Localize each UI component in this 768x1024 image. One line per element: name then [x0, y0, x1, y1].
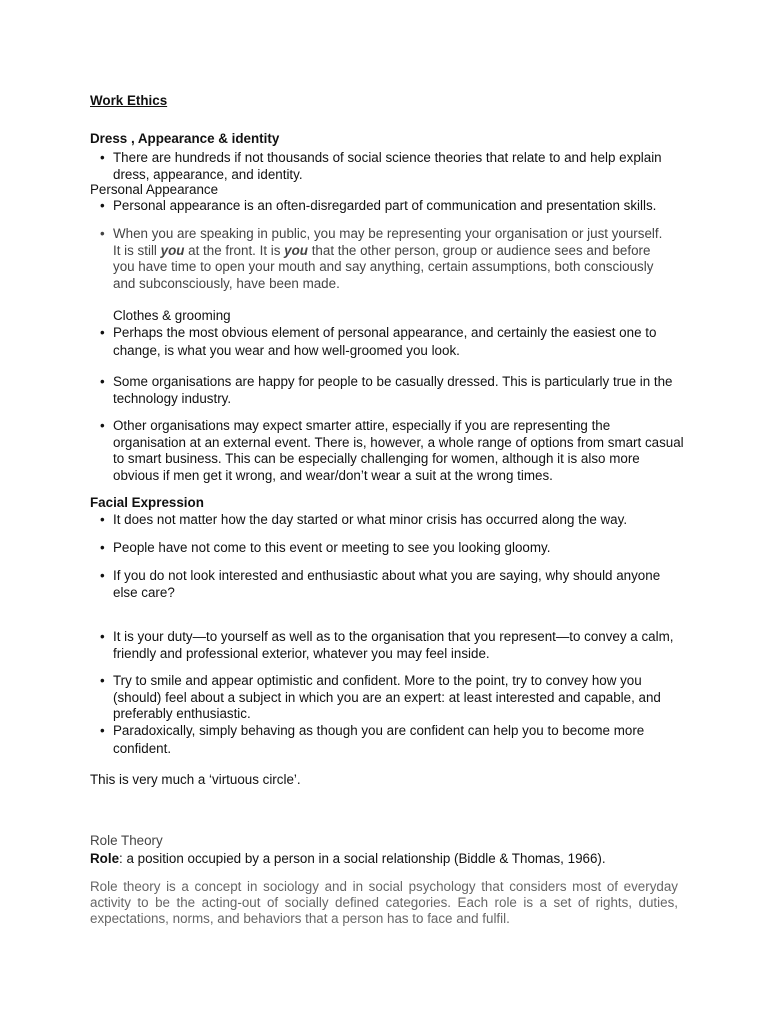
facial-list-6: [100, 722, 685, 758]
public-speaking-list: [100, 226, 673, 292]
bullet-icon: •: [100, 418, 105, 433]
facial-list-5: [100, 673, 685, 723]
facial-list-3: [100, 568, 685, 601]
list-item: • Some organisations are happy for people to be casually dressed. This is particularly true in the technology industry.: [100, 374, 673, 406]
dress-heading: Dress , Appearance & identity: [90, 131, 280, 146]
facial-list-2: [100, 540, 685, 557]
bullet-icon: •: [100, 325, 105, 340]
bullet-icon: •: [100, 150, 105, 165]
document-title: Work Ethics: [90, 93, 168, 108]
bullet-icon: •: [100, 568, 105, 583]
list-item: • It is your duty—to yourself as well as to the organisation that you represent—to convey a calm, friendly and professional exterior, whatever you may feel inside.: [100, 629, 674, 661]
list-item: • There are hundreds if not thousands of social science theories that relate to and help explain dress, appearance, and identity.: [100, 150, 662, 182]
personal-appearance-heading: Personal Appearance: [90, 182, 219, 197]
list-item: • Paradoxically, simply behaving as though you are confident can help you to become more confident.: [100, 723, 645, 756]
bullet-icon: •: [100, 723, 105, 738]
bullet-icon: •: [100, 512, 105, 527]
list-item: • Other organisations may expect smarter attire, especially if you are representing the organisation at an external event. There is, however, a whole range of options from smart casual to smart business. This can be especially challenging for women, although it is also more obvious if men get it wrong, and wear/don’t wear a suit at the wrong times.: [100, 418, 684, 483]
bullet-icon: •: [100, 673, 105, 688]
bullet-icon: •: [100, 198, 105, 213]
facial-expression-heading: Facial Expression: [90, 495, 204, 510]
facial-list-1: [100, 512, 685, 529]
bullet-icon: •: [100, 226, 105, 241]
facial-list-4: [100, 629, 685, 662]
role-term: Role: [90, 851, 120, 866]
virtuous-circle-note: This is very much a ‘virtuous circle’.: [90, 772, 301, 787]
role-definition: Role: a position occupied by a person in a social relationship (Biddle & Thomas, 1966).: [90, 851, 606, 866]
role-theory-heading: Role Theory: [90, 833, 163, 848]
clothes-grooming-heading: Clothes & grooming: [113, 308, 231, 323]
list-item: • People have not come to this event or meeting to see you looking gloomy.: [100, 540, 551, 555]
dress-list: [100, 150, 685, 183]
personal-list: [100, 198, 685, 215]
clothes-list-b: [100, 374, 685, 407]
emphasis-you: you: [160, 242, 185, 258]
role-theory-paragraph: Role theory is a concept in sociology and in social psychology that considers most of everyday activity to be the acting-out of socially defined categories. Each role is a set of rights, duties, expectations, norms, and behaviors that a person has to face and fulfil.: [90, 879, 678, 926]
list-item: • When you are speaking in public, you may be representing your organisation or just yourself. It is still you at the front. It is you that the other person, group or audience sees and before you have time to open your mouth and say anything, certain assumptions, both consciously and subconsciously, have been made.: [100, 226, 663, 291]
clothes-list-a: [100, 324, 685, 360]
list-item: • If you do not look interested and enthusiastic about what you are saying, why should anyone else care?: [100, 568, 661, 600]
bullet-icon: •: [100, 540, 105, 555]
list-item: • Personal appearance is an often-disregarded part of communication and presentation skills.: [100, 198, 657, 213]
list-item: • Perhaps the most obvious element of personal appearance, and certainly the easiest one to change, is what you wear and how well-groomed you look.: [100, 325, 657, 358]
bullet-icon: •: [100, 374, 105, 389]
bullet-icon: •: [100, 629, 105, 644]
list-item: • Try to smile and appear optimistic and confident. More to the point, try to convey how you (should) feel about a subject in which you are an expert: at least interested and capable, and preferably enthusiastic.: [100, 673, 661, 721]
clothes-list-c: [100, 418, 685, 484]
list-item: • It does not matter how the day started or what minor crisis has occurred along the way.: [100, 512, 628, 527]
emphasis-you: you: [284, 242, 308, 258]
